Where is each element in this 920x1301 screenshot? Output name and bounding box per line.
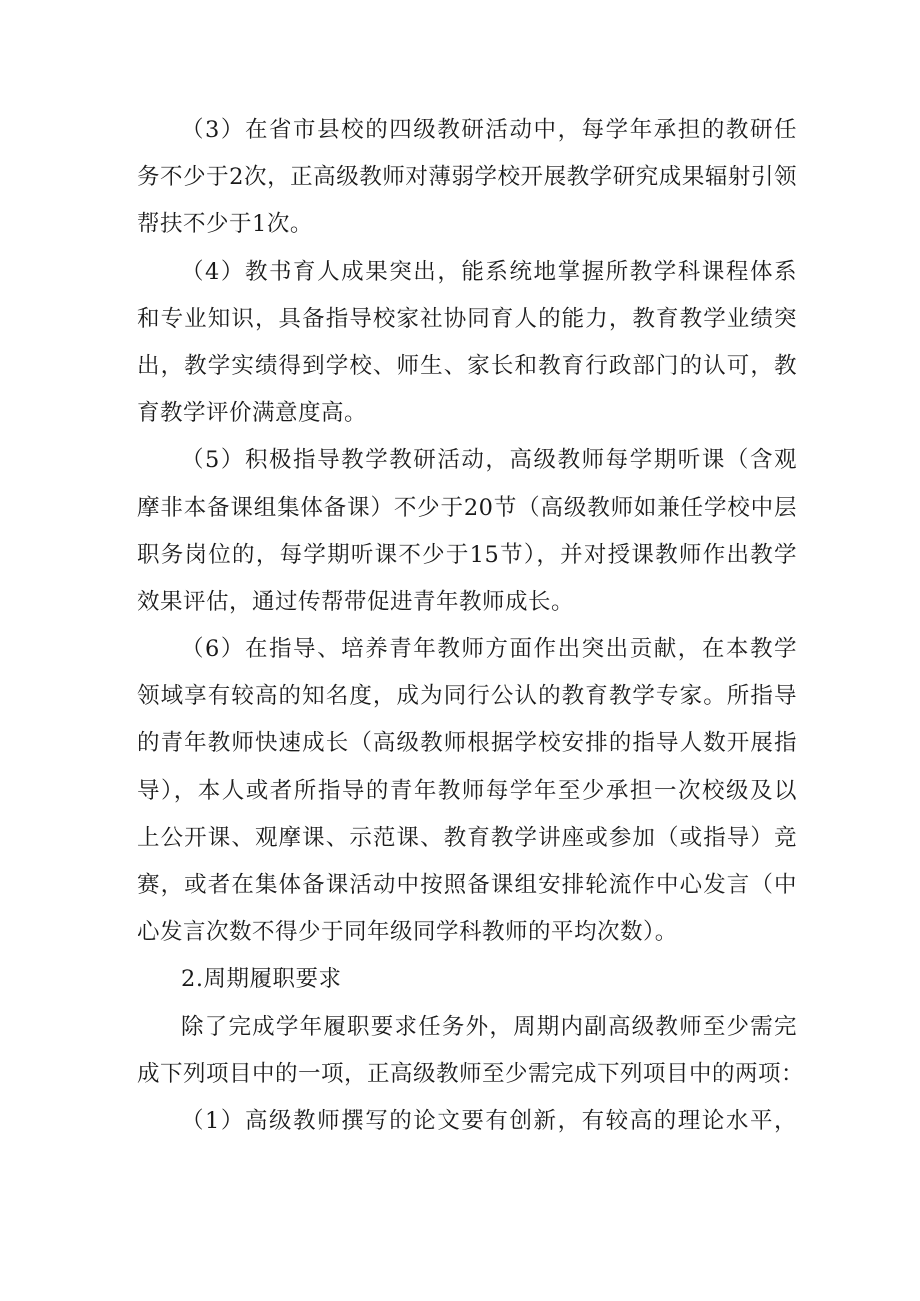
text-line: 心发言次数不得少于同年级同学科教师的平均次数）。 — [137, 919, 678, 946]
text-line: 领域享有较高的知名度，成为同行公认的教育教学专家。所指导 — [137, 683, 797, 710]
text-line: 导），本人或者所指导的青年教师每学年至少承担一次校级及以 — [137, 777, 797, 804]
text-line: 效果评估，通过传帮带促进青年教师成长。 — [137, 588, 575, 615]
text-line: 职务岗位的，每学期听课不少于15节），并对授课教师作出教学 — [137, 541, 797, 568]
text-line: 和专业知识，具备指导校家社协同育人的能力，教育教学业绩突 — [137, 305, 797, 332]
text-line: 摩非本备课组集体备课）不少于20节（高级教师如兼任学校中层 — [137, 494, 797, 521]
text-line: 帮扶不少于1次。 — [137, 211, 313, 238]
text-line: （4）教书育人成果突出，能系统地掌握所教学科课程体系 — [181, 258, 797, 285]
text-line: 出，教学实绩得到学校、师生、家长和教育行政部门的认可，教 — [137, 352, 797, 379]
text-line: 务不少于2次，正高级教师对薄弱学校开展教学研究成果辐射引领 — [137, 164, 797, 191]
text-line: （3）在省市县校的四级教研活动中，每学年承担的教研任 — [181, 117, 797, 143]
text-line: 赛，或者在集体备课活动中按照备课组安排轮流作中心发言（中 — [137, 872, 797, 898]
text-line: 上公开课、观摩课、示范课、教育教学讲座或参加（或指导）竞 — [137, 824, 797, 851]
text-line: （1）高级教师撰写的论文要有创新，有较高的理论水平， — [181, 1107, 797, 1134]
text-line: 的青年教师快速成长（高级教师根据学校安排的指导人数开展指 — [137, 730, 797, 757]
text-line: 除了完成学年履职要求任务外，周期内副高级教师至少需完 — [181, 1013, 797, 1040]
section-heading: 2.周期履职要求 — [181, 966, 342, 993]
text-line: 成下列项目中的一项，正高级教师至少需完成下列项目中的两项： — [137, 1060, 805, 1087]
text-line: （6）在指导、培养青年教师方面作出突出贡献，在本教学 — [181, 636, 797, 663]
text-line: （5）积极指导教学教研活动，高级教师每学期听课（含观 — [181, 447, 797, 474]
document-body — [137, 107, 805, 1145]
text-line: 育教学评价满意度高。 — [137, 400, 368, 427]
